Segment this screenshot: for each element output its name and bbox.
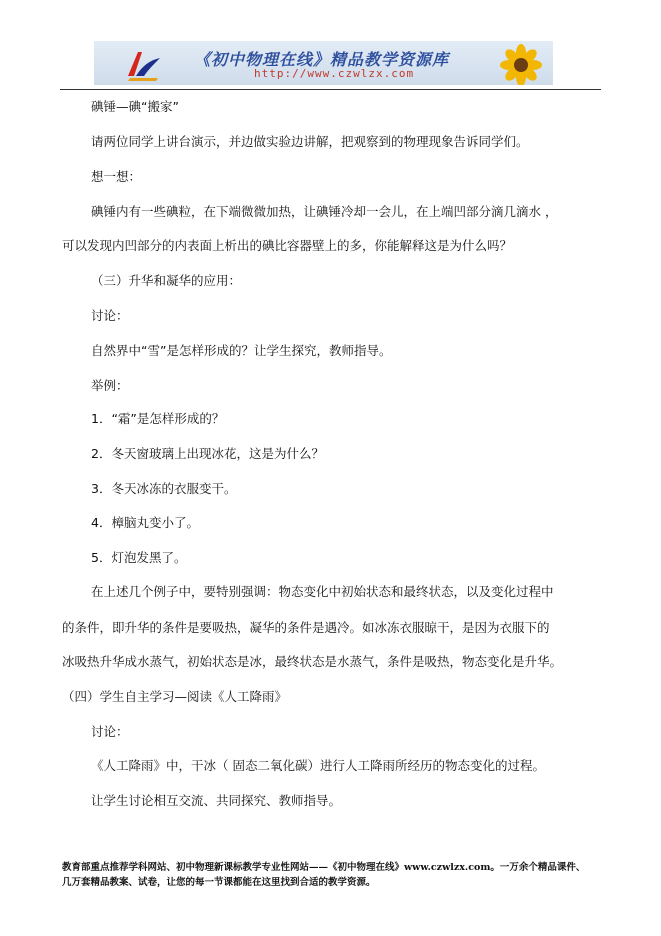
text-line: 讨论： — [91, 308, 129, 323]
sunflower-icon — [491, 43, 547, 85]
footer-line-1: 教育部重点推荐学科网站、初中物理新课标教学专业性网站——《初中物理在线》www.czwlzx.com。一万余个精品课件、 — [62, 862, 586, 873]
text-line: 碘锤内有一些碘粒，在下端微微加热，让碘锤冷却一会儿，在上端凹部分滴几滴水 ， — [91, 204, 558, 219]
list-item: 2．冬天窗玻璃上出现冰花，这是为什么？ — [91, 446, 324, 461]
text-line: 举例： — [91, 378, 129, 393]
text-line: 可以发现内凹部分的内表面上析出的碘比容器壁上的多，你能解释这是为什么吗？ — [62, 238, 513, 253]
header-banner — [94, 41, 553, 85]
text-line: 请两位同学上讲台演示，并边做实验边讲解，把观察到的物理现象告诉同学们。 — [91, 134, 529, 149]
footer-line-2: 几万套精品教案、试卷，让您的每一节课都能在这里找到合适的教学资源。 — [62, 877, 376, 888]
text-line: 《人工降雨》中，干冰（ 固态二氧化碳）进行人工降雨所经历的物态变化的过程。 — [91, 758, 545, 773]
text-line: 想一想： — [91, 169, 142, 184]
header-divider — [60, 89, 601, 90]
list-item: 1．“霜”是怎样形成的？ — [91, 411, 225, 426]
list-item: 3．冬天冰冻的衣服变干。 — [91, 481, 237, 496]
list-item: 4．樟脑丸变小了。 — [91, 515, 199, 530]
text-line: 的条件，即升华的条件是要吸热，凝华的条件是遇冷。如冰冻衣服晾干，是因为衣服下的 — [62, 620, 550, 635]
text-line: 让学生讨论相互交流、共同探究、教师指导。 — [91, 793, 342, 808]
section-heading: （三）升华和凝华的应用： — [91, 273, 242, 288]
section-heading: （四）学生自主学习—阅读《人工降雨》 — [62, 689, 288, 704]
list-item: 5．灯泡发黑了。 — [91, 550, 187, 565]
text-line: 讨论： — [91, 724, 129, 739]
text-line: 冰吸热升华成水蒸气，初始状态是冰，最终状态是水蒸气，条件是吸热，物态变化是升华。 — [62, 654, 563, 669]
text-line: 自然界中“雪”是怎样形成的？让学生探究，教师指导。 — [91, 343, 392, 358]
site-logo-icon — [124, 46, 164, 82]
site-title: 《初中物理在线》精品教学资源库 — [194, 50, 450, 69]
text-line: 在上述几个例子中，要特别强调：物态变化中初始状态和最终状态，以及变化过程中 — [91, 584, 554, 599]
text-line: 碘锤—碘“搬家” — [91, 99, 179, 114]
site-url[interactable]: http://www.czwlzx.com — [254, 67, 415, 80]
